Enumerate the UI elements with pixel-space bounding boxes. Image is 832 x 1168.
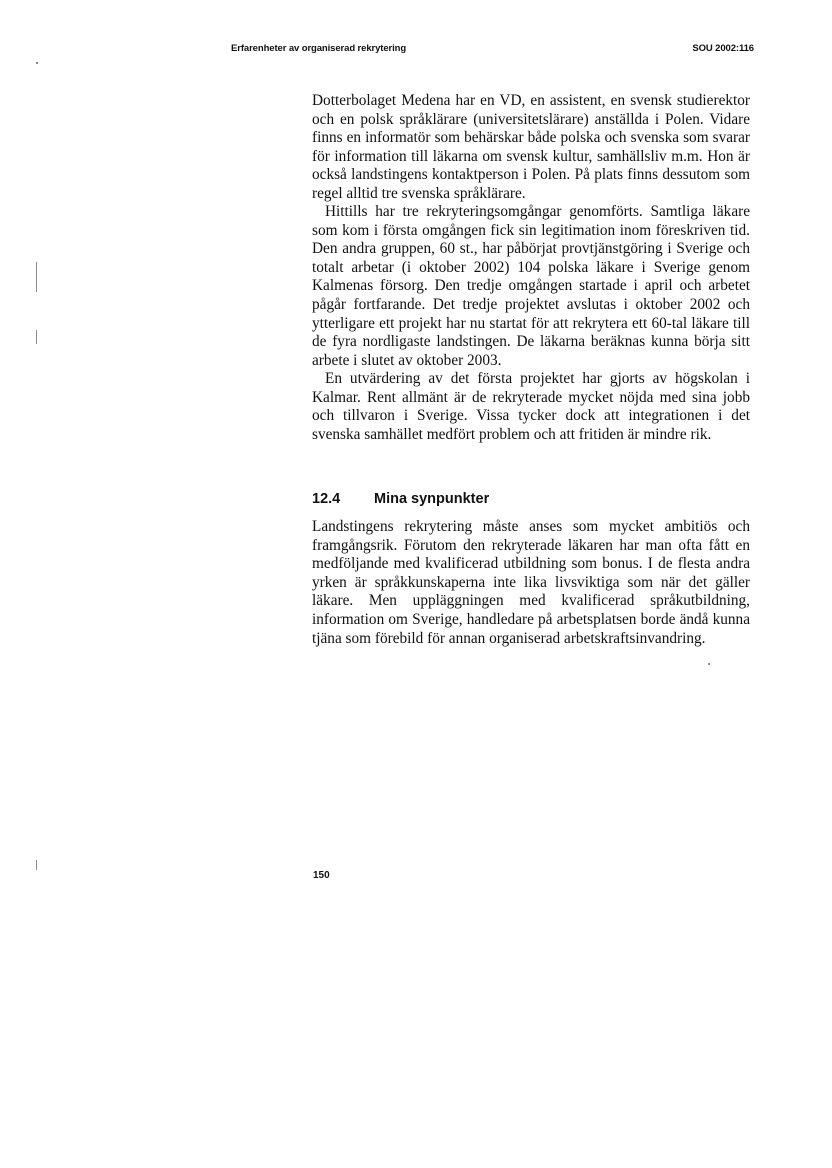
section-heading [312,490,750,508]
body-text [312,92,750,444]
paragraph-staff: Dotterbolaget Medena har en VD, en assistent, en svensk studierektor och en polsk språklärare (universitetslärare) anställda i Polen. Vidare finns en informatör som behärskar både polska och svenska som svarar för information till läkarna om svensk kultur, samhällsliv m.m. Hon är också landstingens kontaktperson i Polen. På plats finns dessutom som regel alltid tre svenska språklärare. [312,92,750,202]
report-series: SOU 2002:116 [692,43,754,54]
scan-artifact [36,262,37,292]
scan-artifact [708,663,710,665]
paragraph-evaluation: En utvärdering av det första projektet har gjorts av högskolan i Kalmar. Rent allmänt är de rekryterade mycket nöjda med sina jobb och tillvaron i Sverige. Vissa tycker dock att integrationen i det svenska samhället medfört problem och att fritiden är mindre rik. [312,370,750,443]
page-number: 150 [313,870,330,881]
paragraph-recruitment-rounds: Hittills har tre rekryteringsomgångar genomförts. Samtliga läkare som kom i första omgången fick sin legitimation inom föreskriven tid. Den andra gruppen, 60 st., har påbörjat provtjänstgöring i Sverige och totalt arbetar (i oktober 2002) 104 polska läkare i Sverige genom Kalmenas försorg. Den tredje omgången startade i april och arbetet pågår fortfarande. Det tredje projektet avslutas i oktober 2002 och ytterligare ett projekt har nu startat för att rekrytera ett 60-tal läkare till de fyra nordligaste landstingen. De läkarna beräknas kunna börja sitt arbete i slutet av oktober 2003. [312,203,750,369]
scan-artifact [36,62,38,64]
section-number: 12.4 [312,491,341,507]
scan-artifact [36,330,37,344]
chapter-title: Erfarenheter av organiserad rekrytering [231,43,407,54]
section-body [312,518,750,648]
scan-artifact [36,860,37,870]
running-header [231,43,754,59]
section-title: Mina synpunkter [374,491,490,507]
paragraph-viewpoints: Landstingens rekrytering måste anses som mycket ambitiös och framgångsrik. Förutom den rekryterade läkaren har man ofta fått en medföljande med kvalificerad utbildning som bonus. I de flesta andra yrken är språkkunskaperna inte lika livsviktiga som när det gäller läkare. Men uppläggningen med kvalificerad språkutbildning, information om Sverige, handledare på arbetsplatsen borde ändå kunna tjäna som förebild för annan organiserad arbetskraftsinvandring. [312,518,750,647]
